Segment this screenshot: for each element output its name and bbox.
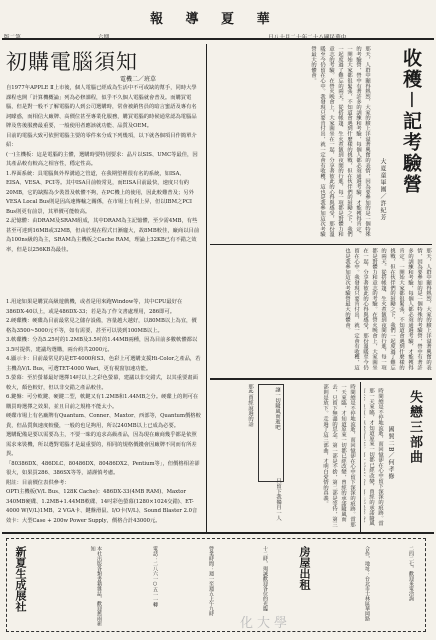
poem-tail: 只留下我獨自一人 xyxy=(275,478,281,521)
article1-byline: 電機二／班草 xyxy=(120,76,157,83)
paragraph: (一)主機板：這是電腦的主體，選購時要特別要求：晶片以SIS、UMC等最佳，因其產品較有較高之相容性，穩定性高。 xyxy=(6,151,198,167)
column-divider xyxy=(206,44,207,532)
poem-lines: 那些曾經說過的話 xyxy=(247,384,253,427)
list-item: 3.軟碟機：分為5.25吋的1.2MB及3.5吋的1.44MB兩種，因為目前多數軟體都以3.5吋提供，建議均選購，兩台約共2000元。 xyxy=(6,337,198,353)
ad-column-3: 營業時間：週一至週五上午九時 xyxy=(208,546,214,616)
ad-column-1: 本社出版各類書籍雜誌，歡迎舊雨新知 xyxy=(89,546,102,626)
article1-body-bottom xyxy=(6,298,201,523)
watermark: 化大學 xyxy=(240,616,292,631)
paragraph: 1.界面系統：具電腦與外界溝通之管道，在我期望裡很有名的系統，如ISA、EISA、VESA、PCI等。其中ISA目前較常見，而EISA目前最快，速度只有約20MB，它的缺點為少裝置及軟體不夠，在PC機上的使用，因此較難普及；另外VESA Local Bus則是因高速傳輸之關係，在市場上有利上昇，但以IBM之PCI Bus則更有前景，其單價可能較高。 xyxy=(6,170,194,215)
paragraph: 目前的電腦大致可依照電腦主要的零件來分成下列幾項，以下就各個項目作簡單介紹： xyxy=(6,132,197,148)
article2-title: 收穫－記考驗營 xyxy=(400,48,422,196)
poem-text: 讓一切隨風而逝吧 xyxy=(274,387,280,430)
bottom-rule xyxy=(2,532,434,534)
list-item: 「80386DX、486DLC、80486DX、80486DX2、Pentium等」，但價格相差卻很大，如果買286、386SX等等，請謹慎考慮。 xyxy=(6,460,200,476)
paragraph: 2.記憶體：由DRAM及SRAM組成，其中DRAM為主記憶體，至少需4MB，有些甚至可達到16MB或32MB，但由於現在程式日漸龐大，故8MB較佳，廠商以目前為100ns級的為主，SRAM為主機板之Cache RAM，理論上32KB已有不錯之效率，但是以256KB為最佳。 xyxy=(6,218,200,253)
page-header xyxy=(0,2,436,42)
article2-mid-rule xyxy=(210,244,432,245)
article2-body-bottom: 那天，人群中顯得熱烈，大家的臉上洋溢著興奮的表情，因為要參加的是一個特殊的考驗營，營中有著許多的訓練和考驗，每個人都必須通過考驗，才能獲得肯定。一開始大家都很緊張，不知道會遇到什麼樣的挑戰，但在伙伴們的鼓勵之下，我們一起度過了難忘的兩天。從搭帳篷、生火煮飯到夜間的行進，每一項都是對體力和意志的考驗。在營火晚會上，大家圍坐在一起，分享著彼此的心得與感受，那份溫暖至今仍留在心中。我發現只要肯付出，就一定會有收穫，這也是我參加這次考驗營最大的體會。 xyxy=(344,248,431,370)
page-label xyxy=(4,33,21,41)
header-rule xyxy=(2,38,434,40)
masthead: 報 導 夏 華 xyxy=(150,12,279,27)
article3-divider xyxy=(360,382,361,532)
ad-column-4: 十二時，竭誠歡迎各位的光臨 xyxy=(262,546,268,611)
ad-name-left: 新夏生成展社 xyxy=(14,546,27,612)
list-item: 1.用途如果是購買高級遊戲機，或者是用來跑Window等，其中CPU最好在386DX-40以上，或是486DX-33；若是為了作文書處理用，286即可。 xyxy=(6,299,183,315)
ad-column-2: 電話：二八六一○五一一轉 xyxy=(152,546,158,607)
issue-number xyxy=(98,33,109,41)
list-item: 硬碟市場上有名廠牌有Quantum、Conner、Maxtor、西部等，Quantum價格較貴，但品質與速度較優，一般的也足夠用，所以240MB以上已成為必要。 xyxy=(6,413,201,429)
issue-date xyxy=(268,33,346,41)
paragraph: 自1977年APPLE Ⅱ上市後，個人電腦已經成為生活中不可或缺的幫手，同時大學課程也開「計算機概論」列為必修課程，似乎不久個人電腦就會普及。而購買電腦，但是對一般不了解電腦的人到公司選購時，常會被銷售員的暗言蜜語及專有名詞矇惑，而相信大廠牌、高價位甚至專業化服務，購買電腦的時候通常認為電腦品牌及售後服務最重要，一般使用者應該就功能、品質及OEM。 xyxy=(6,85,197,129)
article2-end-rule xyxy=(210,378,432,380)
article2-byline: 大夏童軍團／許紀芳 xyxy=(379,158,386,221)
article3-byline: 國貿二B／何孝修 xyxy=(387,426,394,481)
ad-column-6: 二四二七，歡迎來電洽詢 xyxy=(408,546,414,601)
list-item: 2.硬碟機：硬碟為目前最常見之儲存設備，容量越大越好，以80MB以上為宜，價格為3500~5000元不等，如有需要，甚至可以裝到100MB以上。 xyxy=(6,318,197,334)
list-item: 4.顯示卡：目前最常見的是ET-4000和S3，色彩上可選購支援Hi-Color之產品，若主機為V/L Bus，可選TET-4000 Wari，更有視窗加速功能。 xyxy=(6,356,201,372)
article3-intro: 時間總是不停地流逝，而回憶卻在心中留下深深的痕跡。當那一天來臨，才知道原來一切都已經改變，曾經的承諾隨風 xyxy=(368,388,383,526)
ad-name-right: 房屋出租 xyxy=(298,546,311,590)
article1-body-top xyxy=(6,84,201,296)
ad-column-5: 合作，地址：台北市士林區華岡路 xyxy=(364,546,370,621)
article2-body-top: 那天，人群中顯得熱烈，大家的臉上洋溢著興奮的表情，因為要參加的是一個特殊的考驗營，營中有著許多的訓練和考驗，每個人都必須通過考驗，才能獲得肯定。一開始大家都很緊張，不知道會遇到什麼樣的挑戰，但在伙伴們的鼓勵之下，我們一起度過了難忘的兩天。從搭帳篷、生火煮飯到夜間的行進，每一項都是對體力和意志的考驗。在營火晚會上，大家圍坐在一起，分享著彼此的心得與感受，那份溫暖至今仍留在心中。我發現只要肯付出，就一定會有收穫，這也是我參加這次考驗營最大的體會。 xyxy=(310,46,370,237)
article3-body: 時間總是不停地流逝，而回憶卻在心中留下深深的痕跡。當那一天來臨，才知道原來一切都已經改變，曾經的承諾隨風而去，只留下無盡的思念。第一部是不捨，第二部是等待，第三部則是放下。走過了這三部曲，才明白愛情的真義。 xyxy=(322,384,355,528)
list-item: 選購配備是要以需要為主，不要一昧的追求高級產品，因為現在廠商幾乎都是依照需求來裝機，所以選對電腦才是最重要的，相同的規格價錢會因廠牌不同而有所差異。 xyxy=(6,432,197,457)
poem-box-1 xyxy=(258,384,284,482)
article1-title: 初購電腦須知 xyxy=(6,50,138,74)
article3-title: 失戀三部曲 xyxy=(407,390,422,465)
list-item: 6.鍵盤：可分軟鍵、硬鍵二型，軟鍵又有1.2MB和1.44MB之分。硬碟上的則可在購買時選擇之效果，並且目前之規格不能太小。 xyxy=(6,394,199,410)
list-item: 附註：目前價位表供參考： xyxy=(6,479,70,486)
list-item: OPTi主機板(V/L Bus、128K Cache)：486DX-33(4MB RAM)、Maxtor 340MB硬碟、1.2MB+1.44MB軟碟、14吋彩色螢幕(1280×1024交錯)、ET-4000 W(V/L)1MB、2 VGA卡、鍵盤滑鼠、I/O卡(V/L)、Sound Blaster 2.0音效卡：大型Case + 200w Power Supply，價格合計43000元。 xyxy=(6,489,198,523)
list-item: 5.螢幕：至於螢幕最好選擇14吋以上之彩色螢幕，建議以非交錯式，以其重要畫面較大，顏色較好，但以非交錯之產品較佳。 xyxy=(6,375,198,391)
